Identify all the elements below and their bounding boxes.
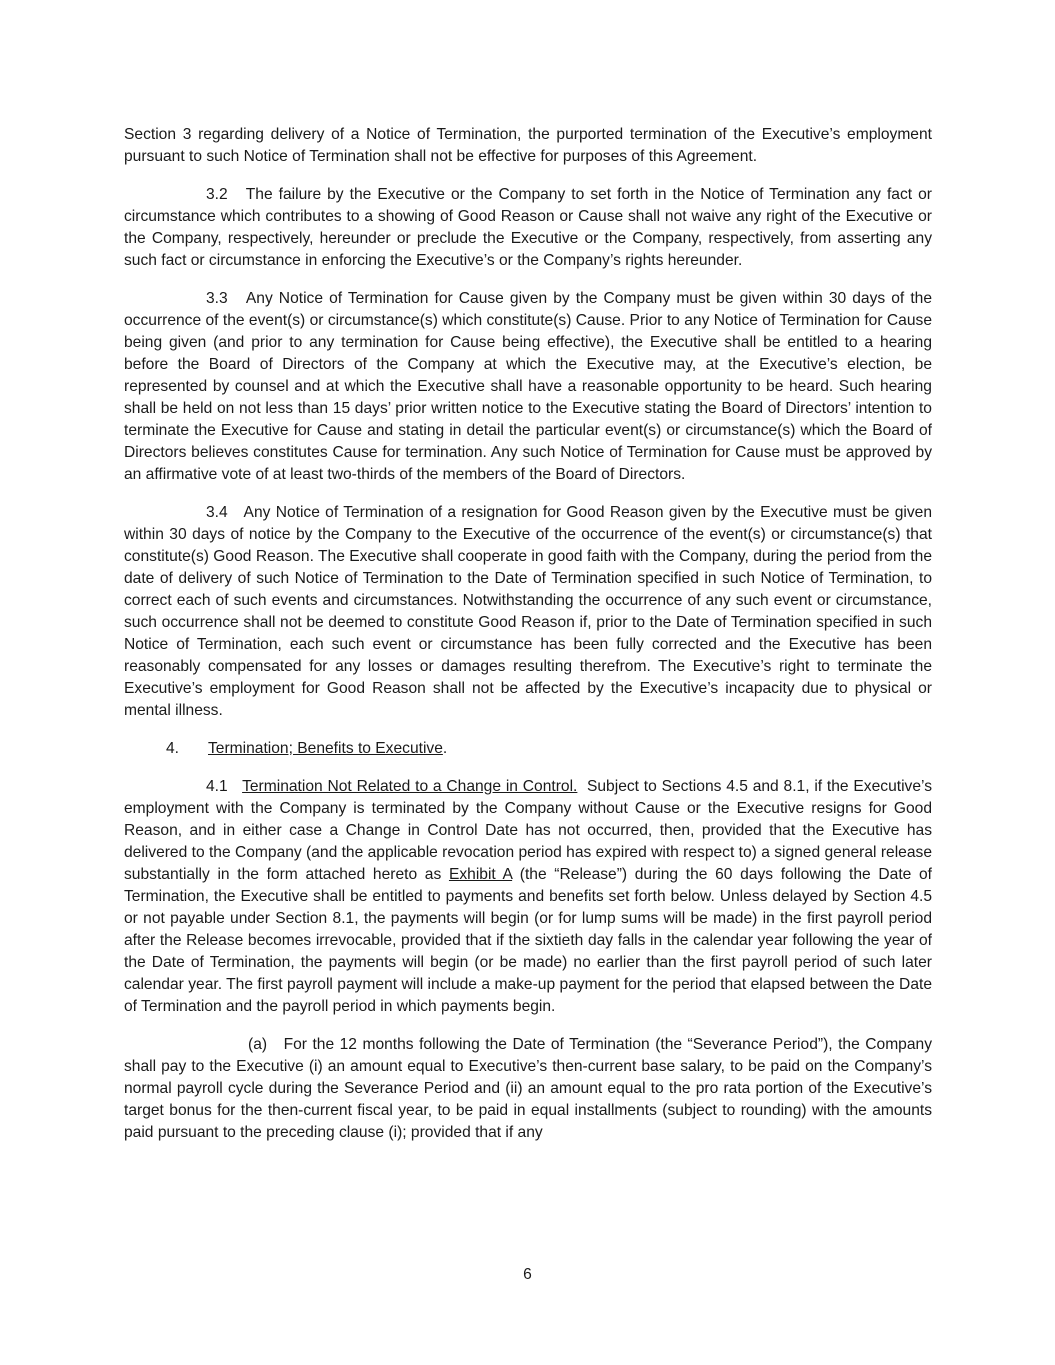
section-4-number: 4. [166,740,180,757]
paragraph-intro: Section 3 regarding delivery of a Notice of Termination, the purported termination of the Executive’s employment pursuant to such Notice of Termination shall not be effective for purposes of this Agreement. [124,126,932,165]
section-3-3-text: Any Notice of Termination for Cause given by the Company must be given within 30 days of the occurrence of the event(s) or circumstance(s) which constitute(s) Cause. Prior to any Notice of Termination for Cause being given (and prior to any termination for Cause being effective), the Executive shall be entitled to a hearing before the Board of Directors of the Company at which the Executive may, at the Executive’s election, be represented by counsel and at which the Executive shall have a reasonable opportunity to be heard. Such hearing shall be held on not less than 15 days’ prior written notice to the Executive stating the Board of Directors’ intention to terminate the Executive for Cause and stating in detail the particular event(s) or circumstance(s) which the Board of Directors believes constitutes Cause for termination. Any such Notice of Termination for Cause must be approved by an affirmative vote of at least two-thirds of the members of the Board of Directors. [124,290,933,483]
exhibit-a-reference: Exhibit A [448,866,513,883]
section-4-1-title: Termination Not Related to a Change in Control. [242,778,578,795]
section-4-1-text-after: (the “Release”) during the 60 days following the Date of Termination, the Executive shall be entitled to payments and benefits set forth below. Unless delayed by Section 4.5 or not payable under Section 8.1, the payments will begin (or for lump sums will be made) in the first payroll period after the Release becomes irrevocable, provided that if the sixtieth day falls in the calendar year following the year of the Date of Termination, the payments will begin (or be made) no earlier than the first payroll period of such later calendar year. The first payroll payment will include a make-up payment for the period that elapsed between the Date of Termination and the payroll period in which payments begin. [124,866,932,1015]
section-3-4-number: 3.4 [206,504,228,521]
page-number: 6 [523,1266,532,1283]
section-4-heading [124,738,932,760]
section-4-1-text-before: Subject to Sections 4.5 and 8.1, if the Executive’s employment with the Company is terminated by the Company without Cause or the Executive resigns for Good Reason, and in either case a Change in Control Date has not occurred, then, provided that the Executive has delivered to the Company (and the applicable revocation period has expired with respect to) a signed general release substantially in the form attached hereto as [124,778,932,883]
section-4-title: Termination; Benefits to Executive [208,740,443,757]
section-4-1-a-text: For the 12 months following the Date of Termination (the “Severance Period”), the Company shall pay to the Executive (i) an amount equal to Executive’s then-current base salary, to be paid on the Company’s normal payroll cycle during the Severance Period and (ii) an amount equal to the pro rata portion of the Executive’s target bonus for the then-current fiscal year, to be paid in equal installments (subject to rounding) with the amounts paid pursuant to the preceding clause (i); provided that if any [124,1036,932,1141]
section-3-3 [124,288,932,486]
section-4-1-number: 4.1 [206,778,228,795]
section-3-4 [124,502,932,722]
section-4-1-a-number: (a) [248,1036,268,1053]
section-4-1 [124,776,932,1018]
section-3-3-number: 3.3 [206,290,228,307]
section-4-title-period: . [442,740,448,757]
section-3-2-number: 3.2 [206,186,228,203]
section-4-1-a [124,1034,932,1144]
section-3-2-text: The failure by the Executive or the Company to set forth in the Notice of Termination any fact or circumstance which contributes to a showing of Good Reason or Cause shall not waive any right of the Executive or the Company, respectively, hereunder or preclude the Executive or the Company, respectively, from asserting any such fact or circumstance in enforcing the Executive’s or the Company’s rights hereunder. [124,186,932,269]
section-3-2 [124,184,932,272]
document-page [124,124,932,1144]
section-3-4-text: Any Notice of Termination of a resignation for Good Reason given by the Executive must be given within 30 days of notice by the Company to the Executive of the occurrence of the event(s) or circumstance(s) that constitute(s) Good Reason. The Executive shall cooperate in good faith with the Company, during the period from the date of delivery of such Notice of Termination to the Date of Termination specified in such Notice of Termination, to correct each of such events and circumstances. Notwithstanding the occurrence of any such event or circumstance, such occurrence shall not be deemed to constitute Good Reason if, prior to the Date of Termination specified in such Notice of Termination, each such event or circumstance has been fully corrected and the Executive has been reasonably compensated for any losses or damages resulting therefrom. The Executive’s right to terminate the Executive’s employment for Good Reason shall not be affected by the Executive’s incapacity due to physical or mental illness. [124,504,933,719]
